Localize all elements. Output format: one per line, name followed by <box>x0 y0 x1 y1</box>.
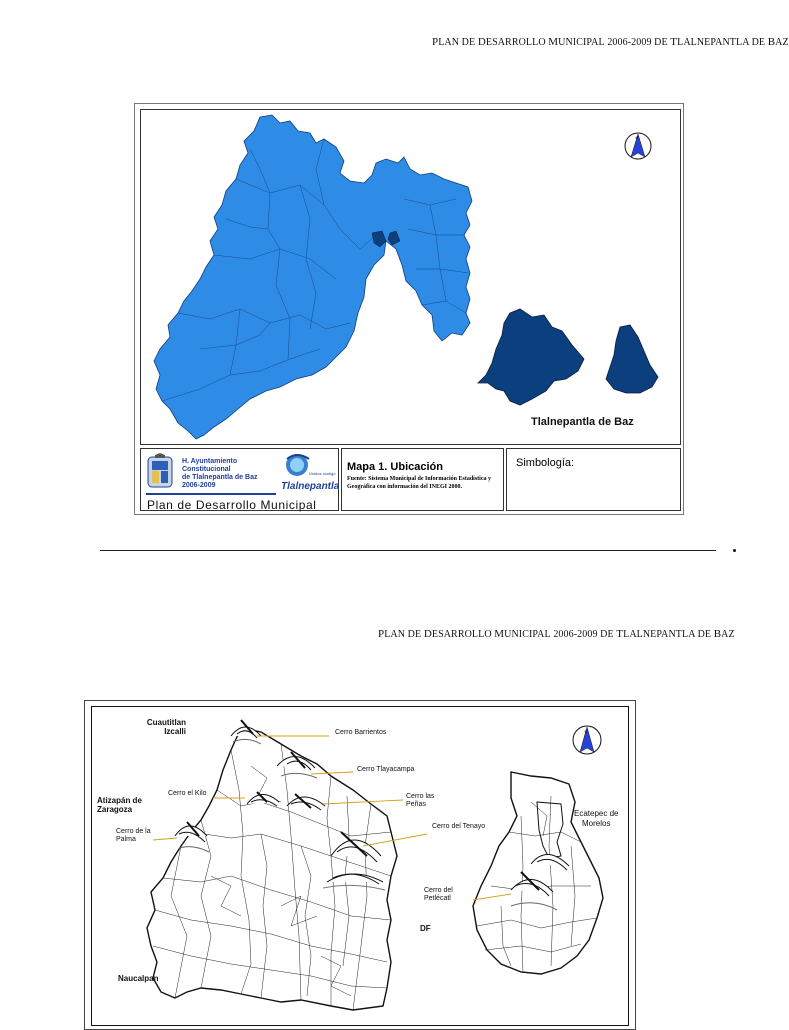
label-atizapan <box>97 796 142 814</box>
running-head-top <box>432 36 789 48</box>
rh-p: P <box>432 36 439 48</box>
rh2-b: B <box>713 628 722 640</box>
label-cerro-las-penas-line2: Peñas <box>406 801 426 808</box>
page-divider <box>100 550 716 551</box>
map1-state-map <box>140 109 681 445</box>
rh2-p: P <box>378 628 385 640</box>
rh-t: T <box>670 36 678 48</box>
rh2-municipal: UNICIPAL <box>504 629 551 640</box>
logo-subtitle: Unidos contigo <box>309 471 336 476</box>
rh-baz: AZ <box>775 37 789 48</box>
label-atizapan-line2: Zaragoza <box>97 805 133 814</box>
label-cuautitlan-line1: Cuautitlan <box>146 718 186 727</box>
label-cerro-del-petlecatl <box>424 887 453 903</box>
north-arrow-icon <box>625 133 651 159</box>
rh-desarrollo: ESARROLLO <box>485 37 549 48</box>
label-cuautitlan-line2: Izcalli <box>164 727 186 736</box>
rh-years: 2006-2009 <box>604 37 655 48</box>
rh-plan-de: LAN DE <box>438 37 478 48</box>
rh2-tlalnepantla: LALNEPANTLA DE <box>623 629 714 640</box>
svg-text:N: N <box>635 135 639 140</box>
cartouche-rule <box>146 493 276 495</box>
label-cerro-del-tenayo: Cerro del Tenayo <box>432 823 486 830</box>
tlalnepantla-map-label: Tlalnepantla de Baz <box>531 416 634 428</box>
label-ecatepec-line1: Ecatepec de <box>574 809 619 818</box>
north-arrow-icon <box>573 726 601 754</box>
label-cerro-barrientos: Cerro Barrientos <box>335 729 387 736</box>
label-cerro-petlecatl-line2: Petlécatl <box>424 895 451 902</box>
label-cuautitlan <box>140 718 186 736</box>
running-head-second <box>378 628 735 640</box>
rh2-d: D <box>423 628 432 640</box>
plan-desarrollo-label: Plan de Desarrollo Municipal <box>147 498 317 512</box>
label-cerro-las-penas <box>406 793 434 809</box>
label-ecatepec <box>574 809 618 829</box>
rh-d: D <box>477 36 486 48</box>
rh-tlalnepantla: LALNEPANTLA DE <box>677 37 768 48</box>
ayuntamiento-line-2: Constitucional <box>182 466 231 473</box>
rh2-t: T <box>616 628 624 640</box>
rh-b: B <box>767 36 776 48</box>
label-cerro-las-penas-line1: Cerro las <box>406 793 435 800</box>
svg-text:N: N <box>584 729 588 734</box>
label-ecatepec-line2: Morelos <box>582 819 611 828</box>
label-cerro-de-la-palma <box>116 828 151 844</box>
label-cerro-petlecatl-line1: Cerro del <box>424 887 453 894</box>
ayuntamiento-text <box>182 458 257 490</box>
tlalnepantla-east-enlarged <box>606 325 658 393</box>
rh2-years: 2006-2009 <box>550 629 601 640</box>
map-title: Mapa 1. Ubicación <box>347 461 443 473</box>
tlalnepantla-logo <box>279 449 340 493</box>
map-source: Fuente: Sistema Municipal de Información Estadística y Geográfica con información del INEGI 2000. <box>347 476 491 490</box>
rh2-baz: AZ <box>721 629 735 640</box>
ayuntamiento-line-4: 2006-2009 <box>182 482 216 489</box>
rh-m: M <box>548 36 559 48</box>
label-atizapan-line1: Atizapán de <box>97 796 142 805</box>
rh-municipal: UNICIPAL <box>558 37 605 48</box>
rh2-de: DE <box>600 629 617 640</box>
label-cerro-palma-line1: Cerro de la <box>116 828 151 835</box>
ayuntamiento-line-3: de Tlalnepantla de Baz <box>182 474 258 481</box>
coat-of-arms-icon <box>146 453 174 489</box>
label-cerro-tlayacampa: Cerro Tlayacampa <box>357 766 415 773</box>
label-cerro-palma-line2: Palma <box>116 836 136 843</box>
ayuntamiento-line-1: H. Ayuntamiento <box>182 458 238 465</box>
label-cerro-el-kilo: Cerro el Kilo <box>168 790 207 797</box>
rh2-plan-de: LAN DE <box>384 629 424 640</box>
rh-de: DE <box>654 37 671 48</box>
divider-bullet <box>733 549 736 552</box>
label-df: DF <box>420 924 431 933</box>
rh2-desarrollo: ESARROLLO <box>431 629 495 640</box>
tlalnepantla-west-enlarged <box>478 309 584 405</box>
rh2-m: M <box>494 628 505 640</box>
map2-relief-map <box>91 706 629 1024</box>
legend-title: Simbología: <box>516 457 575 469</box>
estado-de-mexico-shape <box>154 115 472 439</box>
label-naucalpan: Naucalpan <box>118 974 159 983</box>
logo-wordmark: Tlalnepantla <box>281 481 340 492</box>
